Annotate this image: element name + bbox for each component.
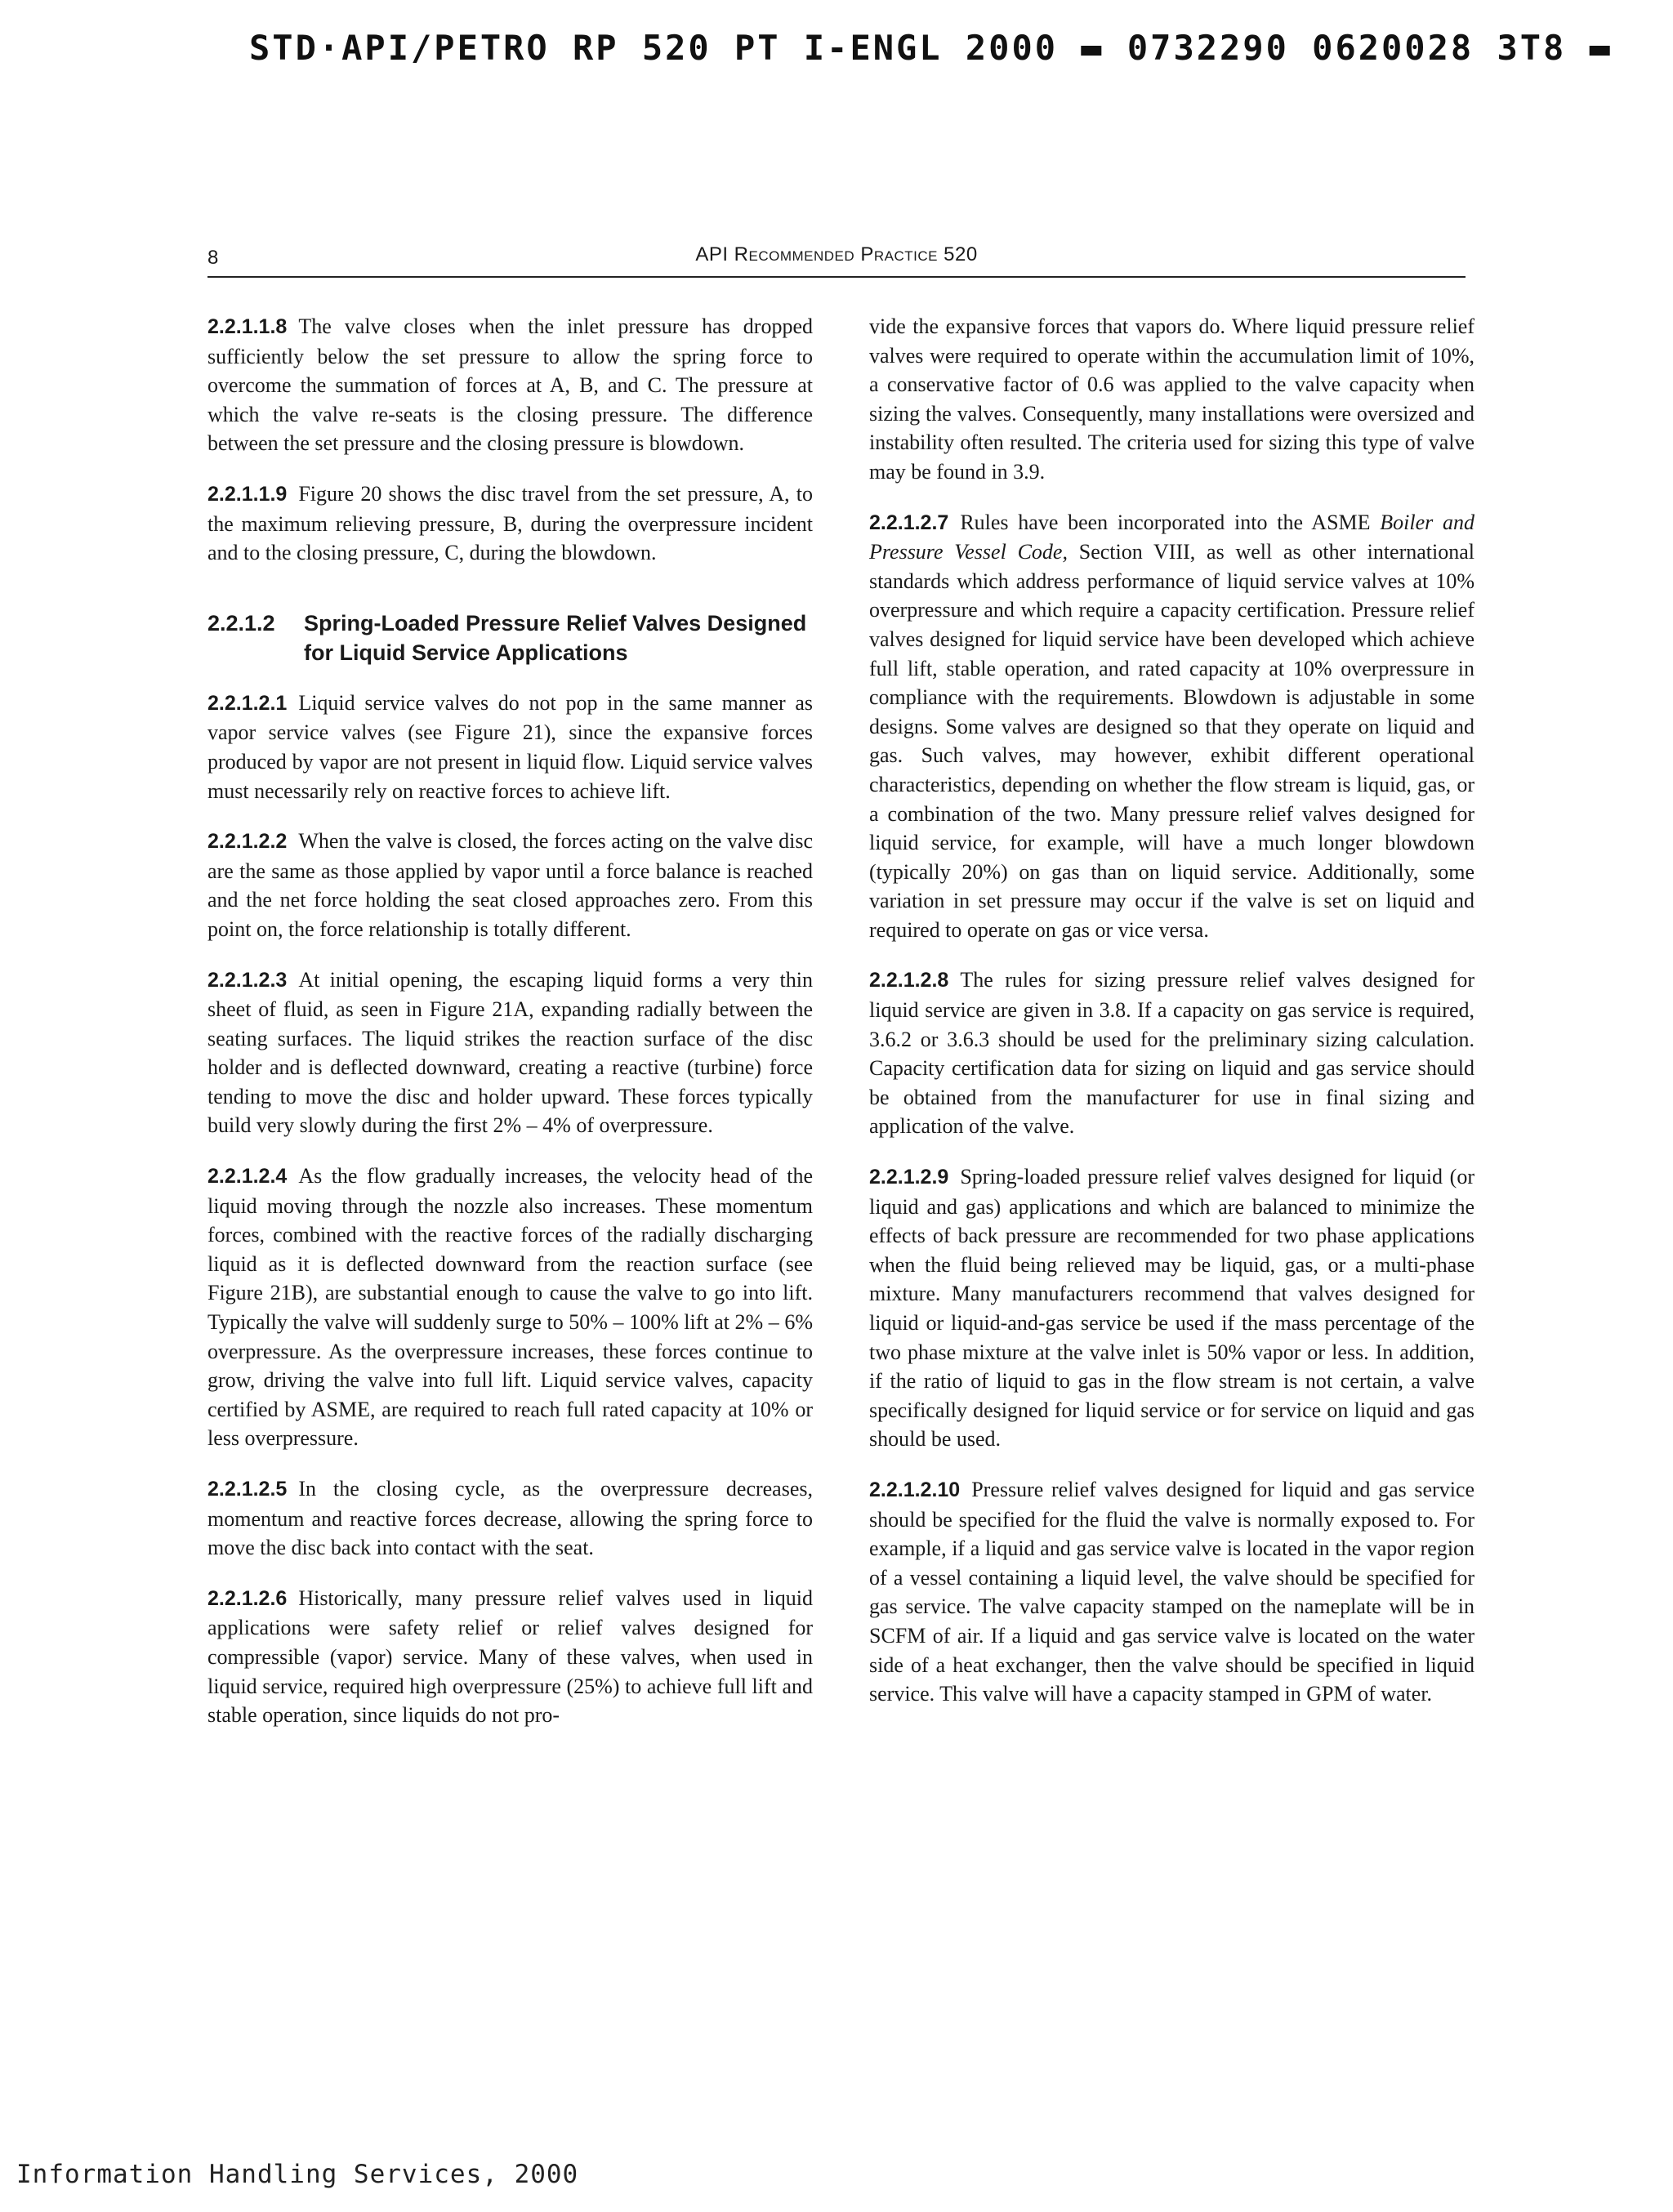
paragraph bbox=[207, 1474, 813, 1563]
paragraph bbox=[207, 827, 813, 943]
paragraph-number: 2.2.1.2.3 bbox=[207, 968, 288, 992]
paragraph-number: 2.2.1.2.9 bbox=[869, 1166, 949, 1189]
paragraph-text: In the closing cycle, as the overpressure decreases, momentum and reactive forces decrease, allowing the spring force to move the disc back into contact with the seat. bbox=[207, 1477, 813, 1560]
paragraph-text: Rules have been incorporated into the ASME bbox=[960, 510, 1371, 534]
section-heading bbox=[207, 609, 813, 667]
paragraph-text: Spring-loaded pressure relief valves designed for liquid (or liquid and gas) applications and which are balanced to minimize the effects of back pressure are recommended for two phase applications when the fluid being relieved may be liquid, gas, or a multi-phase mixture. Many manufacturers recommend that valves designed for liquid or liquid-and-gas service be used if the mass percentage of the two phase mixture at the valve inlet is 50% vapor or less. In addition, if the ratio of liquid to gas in the flow stream is not certain, a valve specifically designed for liquid service or for service on liquid and gas should be used. bbox=[869, 1165, 1474, 1452]
paragraph bbox=[207, 689, 813, 805]
paragraph-text: When the valve is closed, the forces acting on the valve disc are the same as those applied by vapor until a force balance is reached and the net force holding the seat closed approaches zero. From this point on, the force relationship is totally different. bbox=[207, 829, 813, 941]
paragraph-number: 2.2.1.2.4 bbox=[207, 1165, 288, 1189]
paragraph bbox=[207, 966, 813, 1141]
paragraph-text: Liquid service valves do not pop in the same manner as vapor service valves (see Figure 21), since the expansive forces produced by vapor are not present in liquid flow. Liquid service valves must necessarily rely on reactive forces to achieve lift. bbox=[207, 690, 813, 803]
footer-source: Information Handling Services, 2000 bbox=[16, 2160, 579, 2189]
paragraph-number: 2.2.1.2.1 bbox=[207, 691, 288, 715]
paragraph bbox=[207, 1162, 813, 1453]
right-column bbox=[869, 312, 1474, 1730]
document-stamp: STD·API/PETRO RP 520 PT I-ENGL 2000 ▬ 0732290 0620028 3T8 ▬ bbox=[249, 28, 1613, 68]
paragraph bbox=[869, 1162, 1474, 1454]
paragraph-text: The valve closes when the inlet pressure has dropped sufficiently below the set pressure to allow the spring force to overcome the summation of forces at A, B, and C. The pressure at which the valve re-seats is the closing pressure. The difference between the set pressure and the closing pressure is blowdown. bbox=[207, 314, 813, 456]
running-title: API Recommended Practice 520 bbox=[695, 243, 978, 265]
paragraph-text: At initial opening, the escaping liquid forms a very thin sheet of fluid, as seen in Figure 21A, expanding radially between the seating surfaces. The liquid strikes the reaction surface of the disc holder and is deflected downward, creating a reactive (turbine) force tending to move the disc and holder upward. These forces typically build very slowly during the first 2% – 4% of overpressure. bbox=[207, 967, 813, 1138]
paragraph-number: 2.2.1.2.5 bbox=[207, 1478, 288, 1501]
paragraph-continuation: vide the expansive forces that vapors do. Where liquid pressure relief valves were required to operate within the accumulation limit of 10%, a conservative factor of 0.6 was applied to the valve capacity when sizing the valves. Consequently, many installations were oversized and instability often resulted. The criteria used for sizing this type of valve may be found in 3.9. bbox=[869, 314, 1474, 484]
paragraph bbox=[207, 479, 813, 568]
paragraph bbox=[207, 312, 813, 458]
paragraph-number: 2.2.1.2.8 bbox=[869, 969, 949, 992]
paragraph-number: 2.2.1.1.8 bbox=[207, 315, 288, 338]
paragraph-number: 2.2.1.2.7 bbox=[869, 511, 949, 534]
left-column bbox=[207, 312, 813, 1751]
paragraph-text: Pressure relief valves designed for liquid and gas service should be specified for the fluid the valve is normally exposed to. For example, if a liquid and gas service valve is located in the vapor region of a vessel containing a liquid level, the valve should be specified for gas service. The valve capacity stamped on the nameplate will be in SCFM of air. If a liquid and gas service valve is located on the water side of a heat exchanger, then the valve should be specified in liquid service. This valve will have a capacity stamped in GPM of water. bbox=[869, 1477, 1474, 1706]
paragraph-text: Section VIII, as well as other international standards which address performance of liquid service valves at 10% overpressure and which require a capacity certification. Pressure relief valves designed for liquid service have been developed which achieve full lift, stable operation, and rated capacity at 10% overpressure in compliance with the requirements. Blowdown is adjustable in some designs. Some valves are designed so that they operate on liquid and gas. Such valves, may however, exhibit different operational characteristics, depending on whether the flow stream is liquid, gas, or a combination of the two. Many pressure relief valves designed for liquid service, for example, will have a much longer blowdown (typically 20%) on gas than on liquid service. Additionally, some variation in set pressure may occur if the valve is set on liquid and required to operate on gas or vice versa. bbox=[869, 540, 1474, 942]
code-title-italic: Boiler and Pressure Vessel Code, bbox=[869, 510, 1475, 564]
paragraph-text: As the flow gradually increases, the velocity head of the liquid moving through the nozzle also increases. These momentum forces, combined with the reactive forces of the radially discharging liquid as it is deflected downward from the reaction surface (see Figure 21B), are substantial enough to cause the valve to go into lift. Typically the valve will suddenly surge to 50% – 100% lift at 2% – 6% overpressure. As the overpressure increases, these forces continue to grow, driving the valve into full lift. Liquid service valves, capacity certified by ASME, are required to reach full rated capacity at 10% or less overpressure. bbox=[207, 1164, 813, 1451]
section-title: Spring-Loaded Pressure Relief Valves Designed for Liquid Service Applications bbox=[304, 610, 807, 665]
paragraph-number: 2.2.1.2.6 bbox=[207, 1586, 288, 1610]
paragraph-text: Historically, many pressure relief valves used in liquid applications were safety relief or relief valves designed for compressible (vapor) service. Many of these valves, when used in liquid service, required high overpressure (25%) to achieve full lift and stable operation, since liquids do not pro- bbox=[207, 1585, 813, 1728]
paragraph bbox=[869, 508, 1474, 945]
paragraph-text: Figure 20 shows the disc travel from the set pressure, A, to the maximum relieving pressure, B, during the overpressure incident and to the closing pressure, C, during the blowdown. bbox=[207, 481, 813, 565]
paragraph-number: 2.2.1.2.2 bbox=[207, 830, 288, 854]
paragraph-number: 2.2.1.1.9 bbox=[207, 482, 288, 506]
page-header bbox=[207, 239, 1466, 278]
paragraph bbox=[207, 1584, 813, 1730]
page-number: 8 bbox=[207, 247, 219, 269]
paragraph-number: 2.2.1.2.10 bbox=[869, 1478, 961, 1501]
paragraph-text: The rules for sizing pressure relief valves designed for liquid service are given in 3.8. If a capacity on gas service is required, 3.6.2 or 3.6.3 should be used for the preliminary sizing calculation. Capacity certification data for sizing on liquid and gas service should be obtained from the manufacturer for use in final sizing and application of the valve. bbox=[869, 968, 1474, 1139]
paragraph bbox=[869, 1475, 1474, 1709]
section-number: 2.2.1.2 bbox=[207, 610, 275, 636]
paragraph bbox=[869, 966, 1474, 1141]
